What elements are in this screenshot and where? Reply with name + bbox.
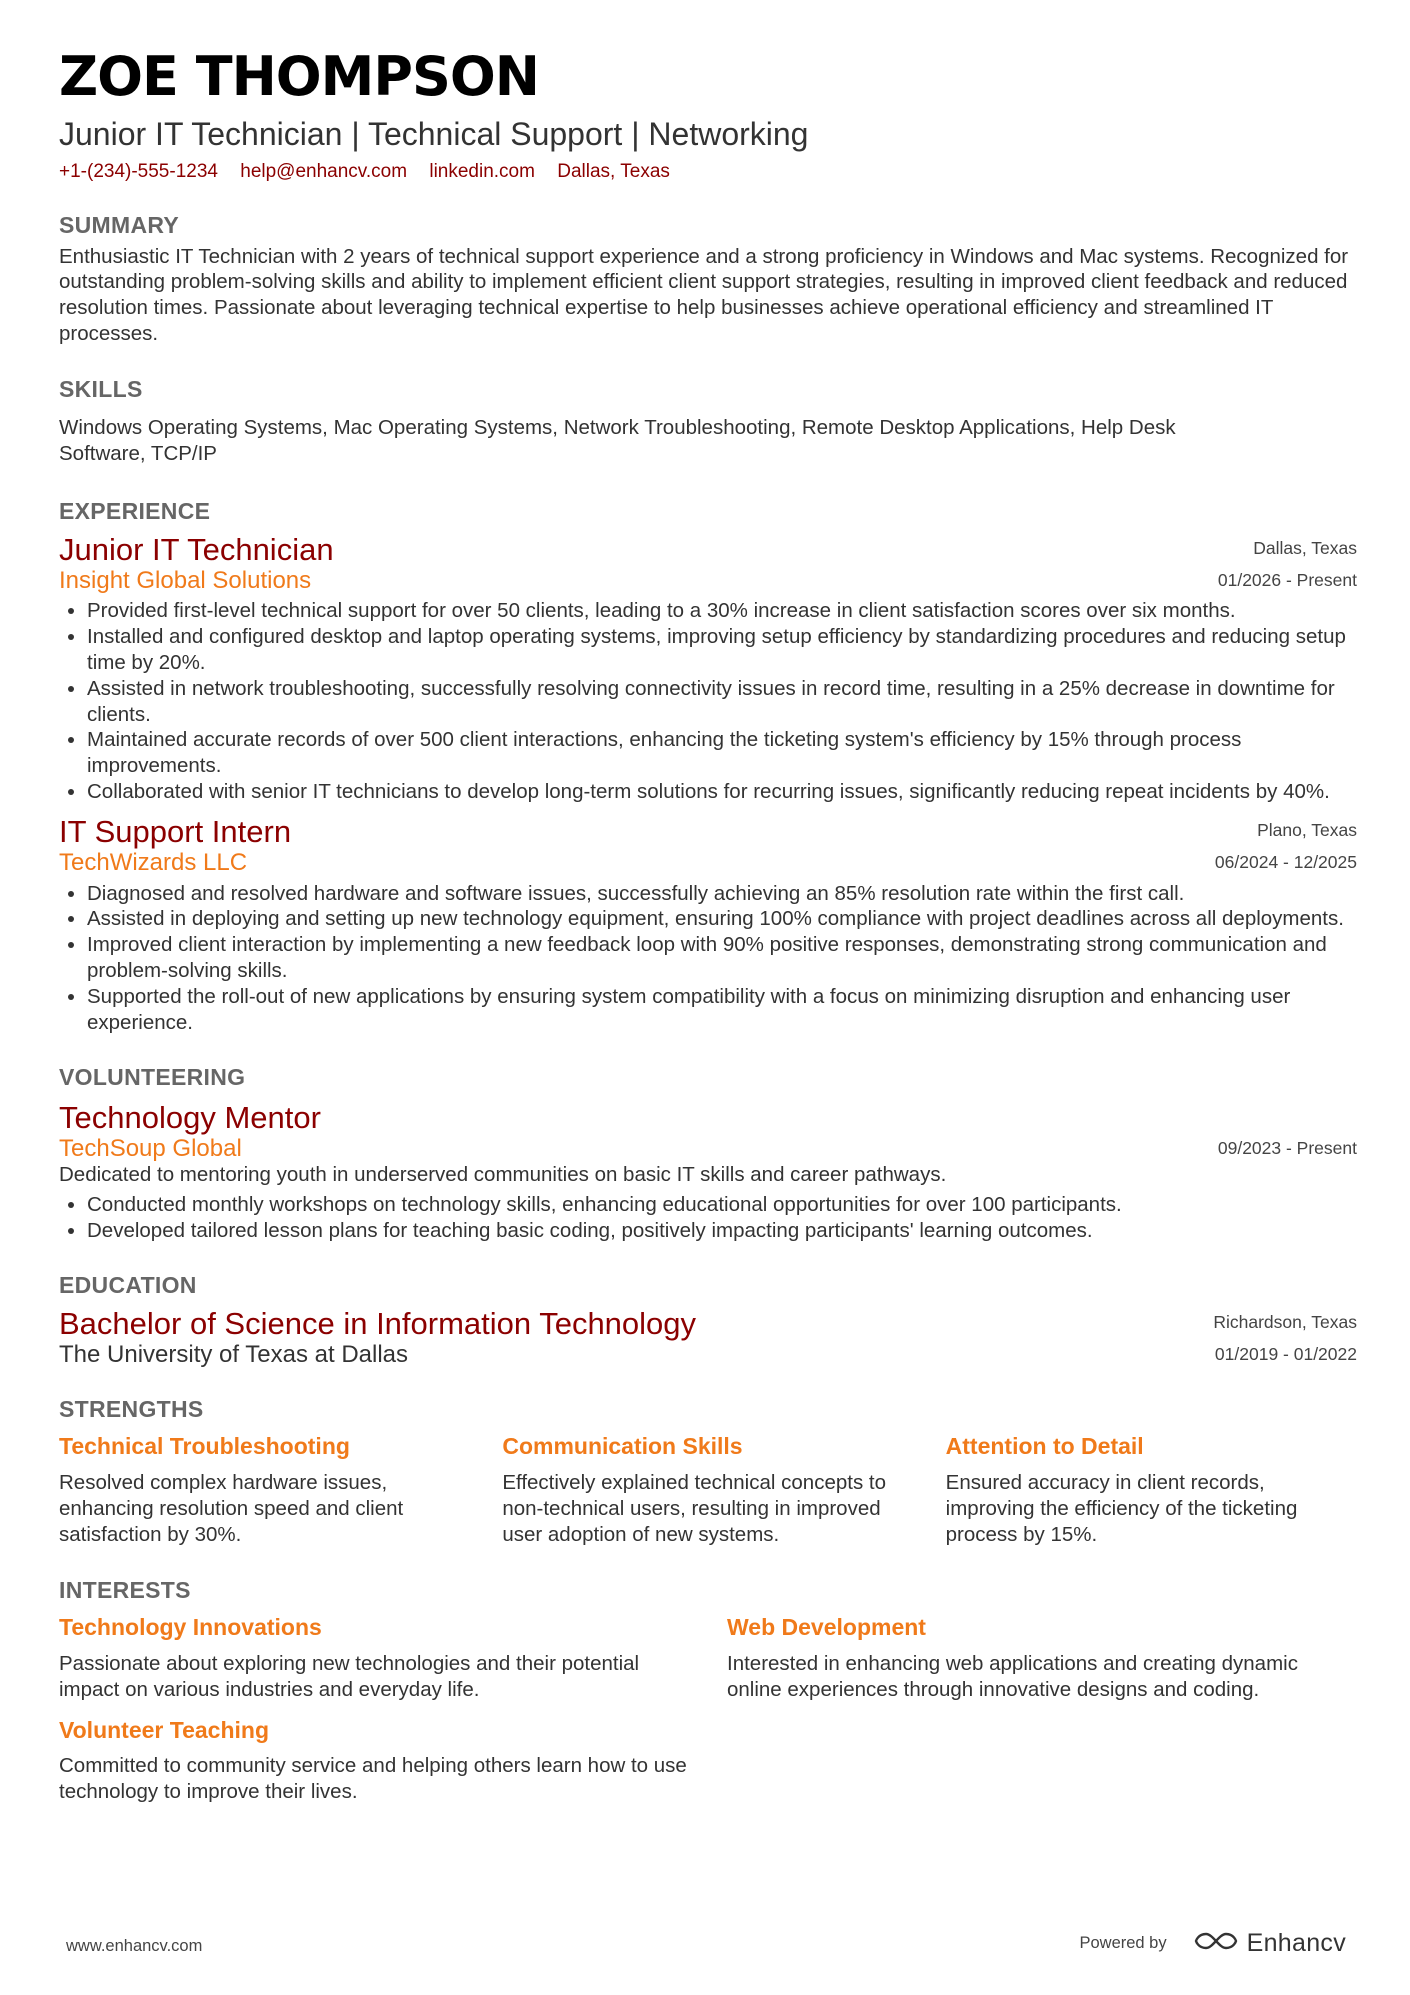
section-title-interests: INTERESTS xyxy=(59,1577,191,1604)
volunteer-description: Dedicated to mentoring youth in underserved communities on basic IT skills and career pathways. xyxy=(59,1163,947,1187)
bullet-item: • Provided first-level technical support for over 50 clients, leading to a 30% increase in client satisfaction scores over six months. xyxy=(87,598,1357,624)
skills-text: Windows Operating Systems, Mac Operating Systems, Network Troubleshooting, Remote Desktop Applications, Help Desk Software, TCP/IP xyxy=(59,415,1176,465)
interest-item xyxy=(59,1717,687,1805)
interest-item xyxy=(59,1614,687,1702)
skills-section xyxy=(59,375,1357,467)
interest-text: Passionate about exploring new technologies and their potential impact on various industries and everyday life. xyxy=(59,1652,640,1701)
section-title-education: EDUCATION xyxy=(59,1271,197,1298)
infinity-logo-icon xyxy=(1193,1929,1239,1958)
strength-title: Attention to Detail xyxy=(945,1433,1144,1460)
strength-item xyxy=(59,1433,470,1547)
bullet-item: • Developed tailored lesson plans for teaching basic coding, positively impacting participants' learning outcomes. xyxy=(87,1218,1357,1244)
education-location: Richardson, Texas xyxy=(1213,1311,1357,1332)
footer-branding xyxy=(1079,1929,1346,1958)
interest-title: Web Development xyxy=(727,1614,926,1641)
bullet-item: • Collaborated with senior IT technicians to develop long-term solutions for recurring issues, significantly reducing repeat incidents by 40%. xyxy=(87,779,1357,805)
job-bullets xyxy=(59,881,1357,1036)
bullet-item: • Installed and configured desktop and laptop operating systems, improving setup efficiency by standardizing procedures and reducing setup time by 20%. xyxy=(87,624,1357,676)
interest-item xyxy=(727,1614,1355,1702)
job-bullets xyxy=(59,598,1357,805)
summary-text: Enthusiastic IT Technician with 2 years of technical support experience and a strong proficiency in Windows and Mac systems. Recognized for outstanding problem-solving skills and ability to implement efficient client support strategies, resulting in improved client feedback and reduced resolution times. Passionate about leveraging technical expertise to help businesses achieve operational efficiency and streamlined IT processes. xyxy=(59,244,1349,346)
interest-text: Committed to community service and helping others learn how to use technology to improve their lives. xyxy=(59,1754,687,1804)
strength-text: Resolved complex hardware issues, enhancing resolution speed and client satisfaction by 30%. xyxy=(59,1470,404,1546)
brand-name[interactable]: Enhancv xyxy=(1246,1929,1346,1957)
bullet-item: • Assisted in deploying and setting up new technology equipment, ensuring 100% compliance with project deadlines across all deployments. xyxy=(87,906,1357,932)
job-title: IT Support Intern xyxy=(59,813,292,849)
company-name: Insight Global Solutions xyxy=(59,566,312,594)
powered-by-label: Powered by xyxy=(1079,1934,1167,1952)
strengths-section xyxy=(59,1398,1357,1547)
strength-text: Effectively explained technical concepts to non-technical users, resulting in improved user adoption of new systems. xyxy=(502,1470,886,1546)
job-location: Plano, Texas xyxy=(1257,819,1357,840)
bullet-item: • Maintained accurate records of over 500 client interactions, enhancing the ticketing system's efficiency by 15% through process improvements. xyxy=(87,727,1357,779)
strength-text: Ensured accuracy in client records, improving the efficiency of the ticketing process by 15%. xyxy=(945,1470,1298,1546)
company-name: TechWizards LLC xyxy=(59,848,248,876)
volunteer-bullets xyxy=(59,1192,1357,1244)
interests-section xyxy=(59,1579,1357,1805)
candidate-tagline: Junior IT Technician | Technical Support | Networking xyxy=(59,116,809,152)
strength-title: Technical Troubleshooting xyxy=(59,1433,350,1460)
school-name: The University of Texas at Dallas xyxy=(59,1340,409,1368)
volunteer-role: Technology Mentor xyxy=(59,1099,321,1135)
contact-email[interactable]: help@enhancv.com xyxy=(240,160,408,182)
bullet-item: • Assisted in network troubleshooting, successfully resolving connectivity issues in record time, resulting in a 25% decrease in downtime for clients. xyxy=(87,676,1357,728)
bullet-item: • Improved client interaction by implementing a new feedback loop with 90% positive responses, demonstrating strong communication and problem-solving skills. xyxy=(87,932,1357,984)
bullet-item: • Supported the roll-out of new applications by ensuring system compatibility with a focus on minimizing disruption and enhancing user experience. xyxy=(87,984,1357,1036)
section-title-summary: SUMMARY xyxy=(59,211,180,238)
job-dates: 01/2026 - Present xyxy=(1217,569,1357,590)
contact-location: Dallas, Texas xyxy=(557,160,670,182)
job-dates: 06/2024 - 12/2025 xyxy=(1214,851,1357,872)
interest-title: Technology Innovations xyxy=(59,1614,322,1641)
resume-page xyxy=(59,40,1357,1805)
strength-item xyxy=(502,1433,913,1547)
experience-entry xyxy=(59,815,1357,1036)
bullet-item: • Conducted monthly workshops on technology skills, enhancing educational opportunities for over 100 participants. xyxy=(87,1192,1357,1218)
experience-entry xyxy=(59,533,1357,805)
contact-linkedin[interactable]: linkedin.com xyxy=(429,160,535,182)
contact-info xyxy=(59,161,1357,184)
strength-item xyxy=(946,1433,1357,1547)
section-title-strengths: STRENGTHS xyxy=(59,1396,204,1423)
interest-text: Interested in enhancing web applications and creating dynamic online experiences through innovative designs and coding. xyxy=(727,1652,1298,1701)
footer-website-link[interactable]: www.enhancv.com xyxy=(66,1937,203,1955)
section-title-volunteering: VOLUNTEERING xyxy=(59,1063,246,1090)
volunteer-org: TechSoup Global xyxy=(59,1134,242,1162)
resume-header xyxy=(59,45,1357,184)
job-title: Junior IT Technician xyxy=(59,531,334,567)
strength-title: Communication Skills xyxy=(502,1433,743,1460)
experience-section xyxy=(59,497,1357,1036)
section-title-experience: EXPERIENCE xyxy=(59,497,211,524)
volunteer-dates: 09/2023 - Present xyxy=(1217,1137,1357,1158)
bullet-item: • Diagnosed and resolved hardware and software issues, successfully achieving an 85% resolution rate within the first call. xyxy=(87,881,1357,907)
summary-section xyxy=(59,211,1357,347)
education-dates: 01/2019 - 01/2022 xyxy=(1214,1343,1357,1364)
education-section xyxy=(59,1271,1357,1369)
volunteering-section xyxy=(59,1063,1357,1244)
section-title-skills: SKILLS xyxy=(59,375,143,402)
interest-title: Volunteer Teaching xyxy=(59,1716,270,1743)
candidate-name: ZOE THOMPSON xyxy=(59,45,539,108)
degree-title: Bachelor of Science in Information Technology xyxy=(59,1305,697,1341)
job-location: Dallas, Texas xyxy=(1253,537,1357,558)
contact-phone[interactable]: +1-(234)-555-1234 xyxy=(59,160,218,182)
